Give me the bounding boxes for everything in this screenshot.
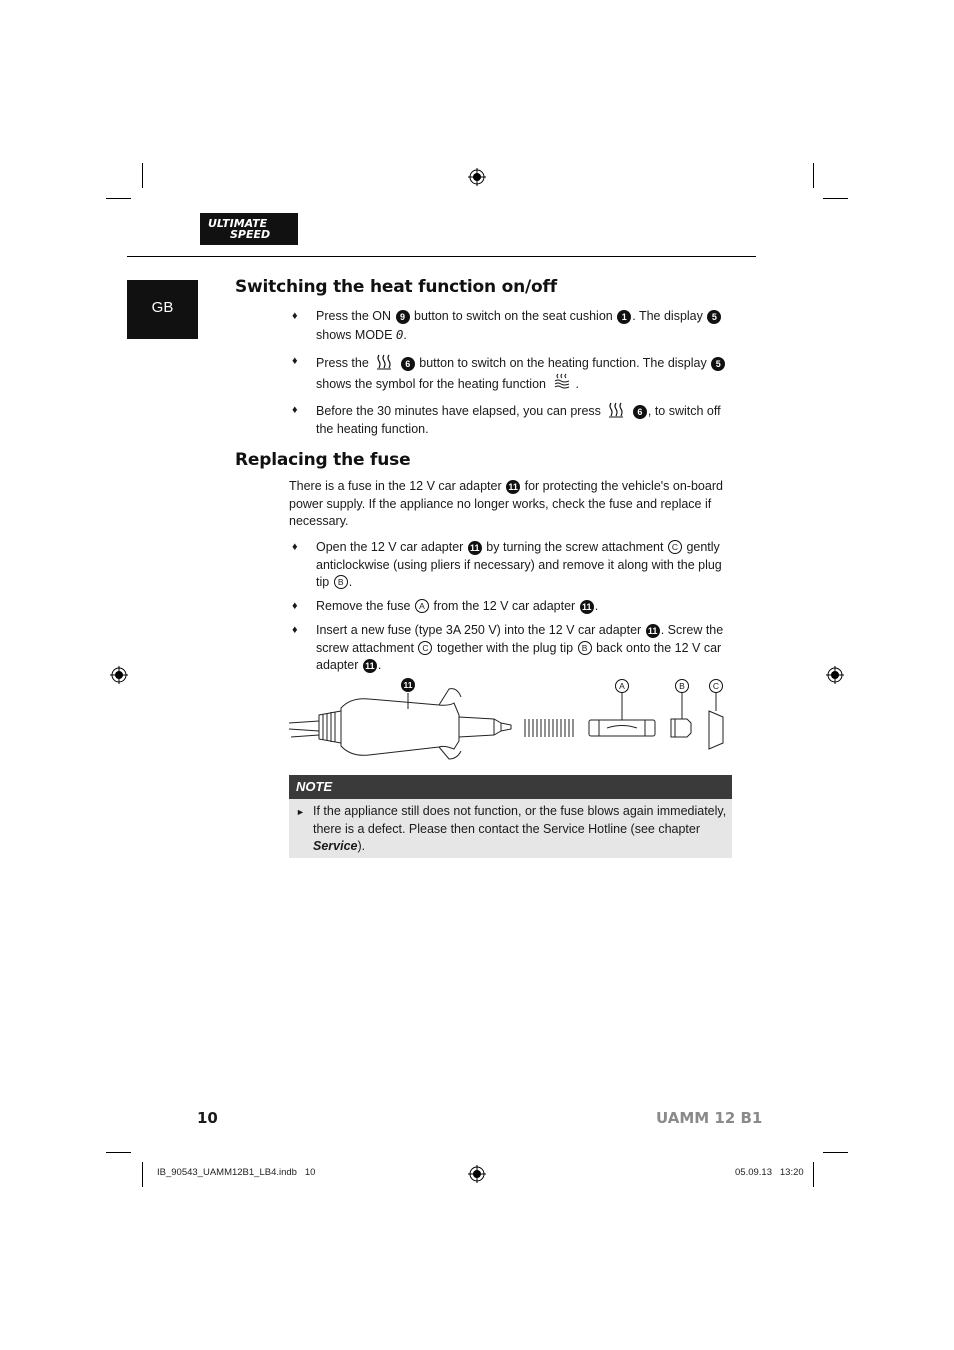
crop-mark [106,1152,131,1153]
note-text: If the appliance still does not function, or the fuse blows again immediately, there is a defect. Please then contact the Service Hotline (see chapter Service). [313,804,727,853]
list-item [292,353,732,395]
note-body [289,799,732,858]
list-item [292,402,732,438]
crop-mark [813,1162,814,1187]
note-heading: NOTE [289,775,732,799]
figure-label-fuse: A [615,679,629,693]
bullet-diamond-icon: ♦ [292,541,298,553]
ref-number: 1 [617,310,631,324]
bullet-diamond-icon: ♦ [292,355,298,367]
crop-mark [813,163,814,188]
ref-number: 11 [468,541,482,555]
logo-line2: SPEED [230,228,271,241]
car-adapter-drawing [289,675,732,760]
ref-letter: C [668,540,682,554]
ref-number: 6 [633,405,647,419]
header-rule [127,256,756,257]
ref-number: 5 [711,357,725,371]
list-item-text: Before the 30 minutes have elapsed, you can press 6 , to switch off the heating function. [316,404,721,436]
ref-number: 11 [363,659,377,673]
arrow-right-icon: ► [296,807,305,817]
ref-letter: C [418,641,432,655]
section-title-heat: Switching the heat function on/off [235,277,557,297]
registration-mark-icon [468,1165,486,1183]
model-number: UAMM 12 B1 [656,1109,763,1127]
crop-mark [142,163,143,188]
figure-label-plug-tip: B [675,679,689,693]
section-title-fuse: Replacing the fuse [235,450,411,470]
ref-number: 11 [580,600,594,614]
brand-logo [200,213,298,245]
list-item [292,539,732,593]
figure-label-screw: C [709,679,723,693]
language-tab: GB [127,280,198,339]
list-item-text: Insert a new fuse (type 3A 250 V) into the 12 V car adapter 11 . Screw the screw attachment C together with the plug tip B back onto the 12 V car adapter 11 . [316,623,724,672]
list-item-text: Press the ON 9 button to switch on the seat cushion 1 . The display 5 shows MODE 0. [316,308,728,344]
heating-waves-icon [608,402,624,418]
list-item-text: Open the 12 V car adapter 11 by turning the screw attachment C gently anticlockwise (using pliers if necessary) and remove it along with the plug tip B . [316,540,722,589]
slug-date: 05.09.13 13:20 [735,1167,804,1178]
list-item [292,598,732,616]
list-item [292,622,732,676]
crop-mark [823,1152,848,1153]
heating-waves-icon [376,354,392,370]
fuse-intro: There is a fuse in the 12 V car adapter 11 for protecting the vehicle's on-board power supply. If the appliance no longer works, check the fuse and replace if necessary. [289,479,723,528]
list-item [292,308,732,344]
seat-heat-display-icon [553,373,571,391]
ref-number: 9 [396,310,410,324]
note-bold-word: Service [313,839,358,853]
crop-mark [106,198,131,199]
list-item-text: Remove the fuse A from the 12 V car adapter 11 . [316,599,599,613]
bullet-diamond-icon: ♦ [292,310,298,322]
bullet-diamond-icon: ♦ [292,600,298,612]
ref-number: 11 [646,624,660,638]
crop-mark [142,1162,143,1187]
registration-mark-icon [826,666,844,684]
display-digit: 0 [395,326,404,342]
list-item-text: Press the 6 button to switch on the heating function. The display 5 shows the symbol for the heating function . [316,353,728,394]
ref-number: 6 [401,357,415,371]
ref-letter: B [334,575,348,589]
car-adapter-figure [289,675,732,760]
page-number: 10 [197,1109,218,1127]
ref-number: 11 [506,480,520,494]
ref-letter: A [415,599,429,613]
ref-letter: B [578,641,592,655]
figure-label-adapter: 11 [401,678,415,692]
crop-mark [823,198,848,199]
slug-file: IB_90543_UAMM12B1_LB4.indb 10 [157,1167,316,1178]
registration-mark-icon [110,666,128,684]
bullet-diamond-icon: ♦ [292,624,298,636]
ref-number: 5 [707,310,721,324]
logo-line1: ULTIMATE [208,217,268,230]
bullet-diamond-icon: ♦ [292,404,298,416]
registration-mark-icon [468,168,486,186]
